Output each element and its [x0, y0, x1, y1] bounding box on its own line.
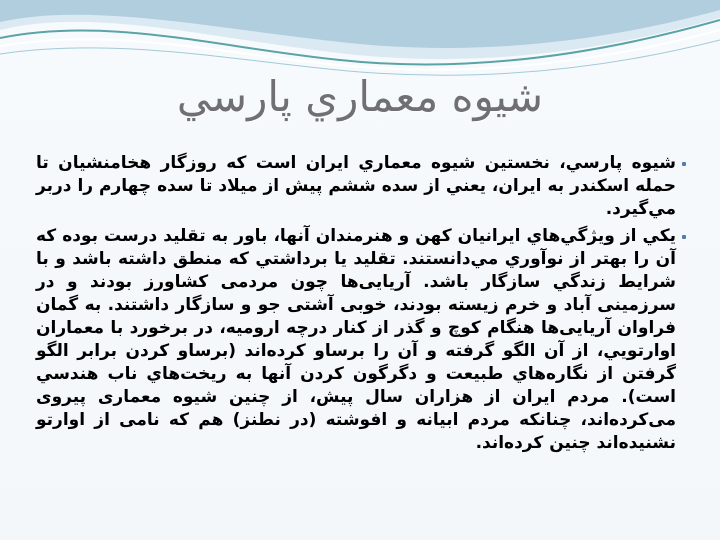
slide-title: شيوه معماري پارسي: [176, 72, 544, 121]
slide-body: [36, 152, 686, 459]
bullet-paragraph-1: شيوه پارسي، نخستين شيوه معماري ايران است که روزگار هخامنشيان تا حمله اسکندر به ايران، يعني از سده ششم پيش از ميلاد تا سده چهارم را دربر مي‌گيرد.: [36, 152, 686, 221]
bullet-paragraph-2: يکي از ويژگي‌هاي ايرانيان کهن و هنرمندان آنها، باور به تقليد درست بوده که آن را بهتر از نوآوري مي‌دانستند. تقليد يا برداشتي که منطق داشته باشد و با شرايط زندگي سازگار باشد. آریایی‌ها چون مردمی کشاورز بودند و در سرزمینی آباد و خرم زیسته بودند، خوبی آشتی جو و سازگار داشتند. به گمان فراوان آریایی‌ها هنگام کوچ و گذر از کنار درچه ارومیه، در برخورد با معماران اوارتويي، از آن الگو گرفته و آن را برساو کرده‌اند (برساو کردن برابر الگو گرفتن از نگاره‌هاي طبيعت و دگرگون کردن آنها به ريخت‌هاي ناب هندسي است). مردم ايران از هزاران سال پیش، از چنين شيوه معماری پيروی می‌کرده‌اند، چنانکه مردم ابيانه و افوشته (در نطنز) هم که نامی از اوارتو نشنيده‌اند چنين کرده‌اند.: [36, 225, 686, 455]
